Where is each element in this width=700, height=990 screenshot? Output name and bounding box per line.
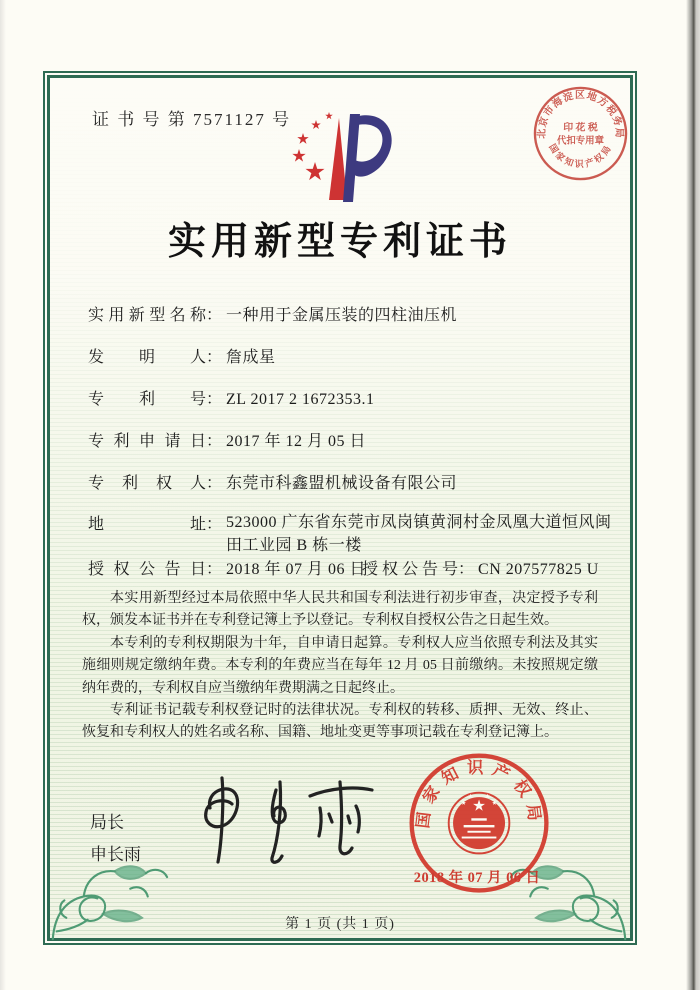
field-colon: ： (206, 349, 223, 366)
tax-office-stamp (531, 84, 630, 183)
field-group-grant-number (362, 556, 599, 579)
field-row-patentee (88, 470, 457, 493)
field-row-filing-date (88, 428, 366, 451)
scan-edge-left (0, 0, 6, 990)
field-row-inventor (88, 344, 276, 367)
field-row-utility-model-name (88, 302, 457, 325)
tax-stamp-line1: 印 花 税 (563, 122, 598, 134)
field-colon: ： (206, 433, 223, 450)
page-footer: 第 1 页 (共 1 页) (285, 917, 395, 932)
national-emblem-icon (449, 793, 510, 854)
field-value: CN 207577825 U (478, 561, 599, 578)
commissioner-title: 局长 (90, 813, 124, 832)
seal-date: 2018 年 07 月 06 日 (413, 869, 541, 886)
field-value: ZL 2017 2 1672353.1 (226, 391, 375, 408)
field-label: 专利申请日 (88, 433, 206, 450)
field-value: 2017 年 12 月 05 日 (226, 433, 367, 450)
tax-stamp-bottom-text: 国家知识产权局 (547, 142, 614, 170)
field-value: 东莞市科鑫盟机械设备有限公司 (226, 475, 458, 492)
cnipa-official-seal (403, 748, 557, 902)
field-label: 授权公告日 (88, 561, 206, 578)
field-row-grant (88, 556, 603, 579)
field-colon: ： (206, 475, 223, 492)
legal-paragraph: 本专利的专利权期限为十年，自申请日起算。专利权人应当依照专利法及其实施细则规定缴纳年费。本专利的年费应当在每年 12 月 05 日前缴纳。未按照规定缴纳年费的，专利权自应当缴纳年费期满之日起终止。 (82, 635, 598, 696)
handwritten-signature-icon (192, 770, 382, 870)
legal-paragraph: 本实用新型经过本局依照中华人民共和国专利法进行初步审查，决定授予专利权，颁发本证书并在专利登记簿上予以登记。专利权自授权公告之日起生效。 (82, 591, 598, 629)
field-colon: ： (458, 561, 475, 578)
field-label: 授权公告号 (362, 561, 458, 578)
field-colon: ： (206, 391, 223, 408)
legal-paragraph: 专利证书记载专利权登记时的法律状况。专利权的转移、质押、无效、终止、恢复和专利权人的姓名或名称、国籍、地址变更等事项记载在专利登记簿上。 (82, 703, 598, 741)
field-value: 詹成星 (226, 349, 276, 366)
commissioner-name: 申长雨 (90, 845, 141, 864)
certificate-number: 证 书 号 第 7571127 号 (92, 110, 292, 129)
field-row-patent-number (88, 386, 374, 409)
field-label: 实用新型名称 (88, 307, 206, 324)
tax-stamp-ring-text: 北京市海淀区地方税务局 (536, 90, 625, 139)
legal-text-block (82, 588, 598, 745)
field-value: 一种用于金属压装的四柱油压机 (226, 307, 458, 324)
seal-ring-text: 国家知识产权局 (412, 758, 546, 830)
tax-stamp-line2: 代扣专用章 (557, 136, 604, 147)
field-row-address (88, 511, 618, 557)
field-value: 523000 广东省东莞市凤岗镇黄洞村金凤凰大道恒风闽田工业园 B 栋一楼 (226, 514, 612, 554)
scan-edge-right (686, 0, 700, 990)
field-colon: ： (206, 307, 223, 324)
field-label: 专利号 (88, 391, 206, 408)
field-label: 发明人 (88, 349, 206, 366)
certificate-title: 实用新型专利证书 (167, 221, 512, 263)
field-colon: ： (206, 516, 223, 533)
field-value: 2018 年 07 月 06 日 (226, 561, 367, 578)
field-colon: ： (206, 561, 223, 578)
field-label: 地址 (88, 516, 206, 533)
field-label: 专利权人 (88, 475, 206, 492)
cnipa-patent-logo-icon (287, 110, 399, 206)
